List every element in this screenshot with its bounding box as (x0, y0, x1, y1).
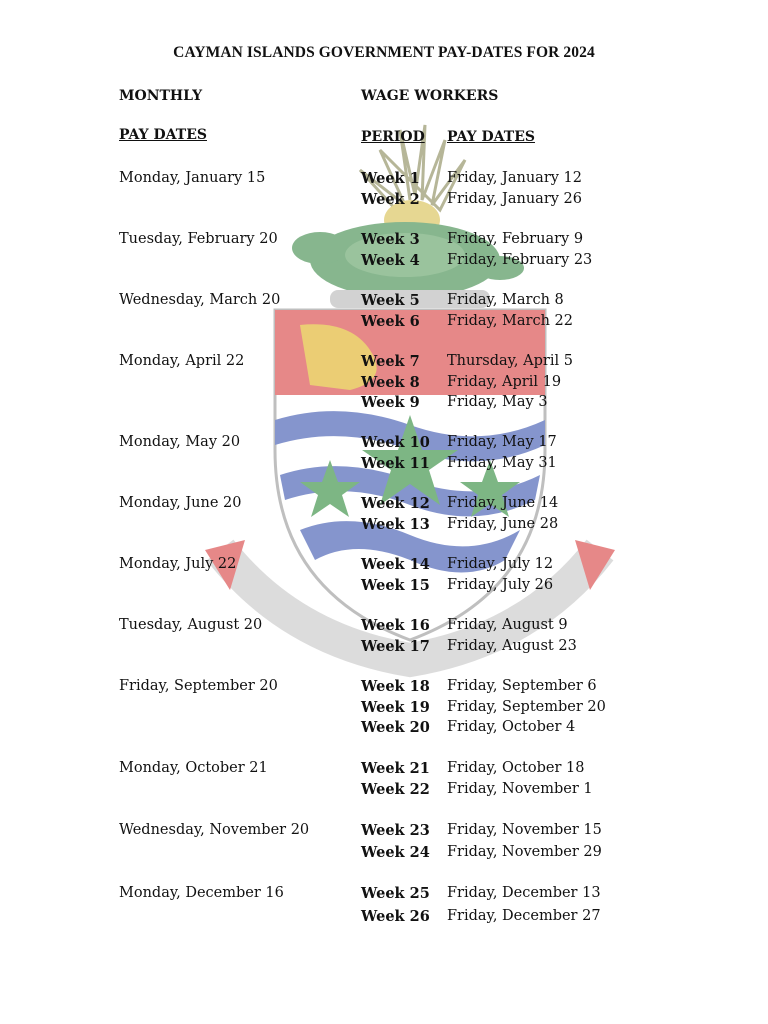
week-period: Week 9 (361, 394, 420, 411)
wage-pay-date: Friday, January 26 (447, 190, 583, 207)
wage-pay-date: Friday, October 18 (447, 760, 585, 776)
wage-pay-date: Friday, June 28 (447, 516, 559, 532)
monthly-pay-date: Monday, October 21 (119, 760, 268, 776)
week-period: Week 6 (361, 312, 420, 330)
wage-pay-date: Friday, March 22 (447, 312, 573, 329)
week-period: Week 25 (361, 885, 430, 902)
wage-pay-date: Friday, August 23 (447, 638, 577, 654)
wage-pay-date: Friday, November 1 (447, 781, 593, 797)
monthly-pay-dates-header: PAY DATES (119, 127, 207, 143)
week-period: Week 14 (361, 556, 430, 573)
wage-pay-dates-header: PAY DATES (447, 129, 535, 145)
monthly-pay-date: Monday, January 15 (119, 170, 266, 186)
week-period: Week 23 (361, 822, 430, 839)
wage-pay-date: Friday, November 29 (447, 844, 602, 860)
wage-pay-date: Friday, February 9 (447, 231, 584, 247)
monthly-pay-date: Monday, April 22 (119, 353, 245, 369)
wage-workers-header: WAGE WORKERS (361, 88, 499, 104)
week-period: Week 21 (361, 760, 430, 777)
wage-pay-date: Friday, October 4 (447, 719, 576, 735)
wage-pay-date: Friday, December 13 (447, 885, 601, 901)
wage-pay-date: Friday, July 12 (447, 556, 554, 572)
monthly-pay-date: Wednesday, November 20 (119, 822, 310, 838)
week-period: Week 26 (361, 907, 430, 925)
week-period: Week 12 (361, 495, 430, 512)
week-period: Week 15 (361, 577, 430, 594)
monthly-pay-date: Monday, June 20 (119, 495, 242, 511)
wage-pay-date: Friday, May 3 (447, 394, 548, 410)
wage-pay-date: Thursday, April 5 (447, 353, 573, 369)
week-period: Week 24 (361, 844, 430, 861)
week-period: Week 2 (361, 190, 420, 208)
wage-pay-date: Friday, November 15 (447, 822, 602, 838)
week-period: Week 1 (361, 170, 420, 187)
week-period: Week 3 (361, 231, 420, 248)
monthly-pay-date: Monday, July 22 (119, 556, 237, 572)
wage-pay-date: Friday, December 27 (447, 907, 601, 924)
week-period: Week 18 (361, 678, 430, 695)
monthly-pay-date: Tuesday, February 20 (119, 231, 278, 247)
wage-pay-date: Friday, April 19 (447, 373, 562, 390)
monthly-pay-date: Monday, May 20 (119, 434, 241, 450)
week-period: Week 20 (361, 719, 430, 736)
wage-pay-date: Friday, May 17 (447, 434, 557, 450)
page-title: CAYMAN ISLANDS GOVERNMENT PAY-DATES FOR 2024 (173, 44, 595, 61)
week-period: Week 16 (361, 617, 430, 634)
wage-pay-date: Friday, February 23 (447, 251, 593, 268)
wage-pay-date: Friday, August 9 (447, 617, 568, 633)
monthly-header: MONTHLY (119, 88, 203, 104)
wage-pay-date: Friday, June 14 (447, 495, 559, 511)
week-period: Week 19 (361, 698, 430, 716)
week-period: Week 11 (361, 455, 430, 472)
wage-pay-date: Friday, March 8 (447, 292, 564, 308)
wage-pay-date: Friday, July 26 (447, 577, 554, 593)
wage-pay-date: Friday, September 20 (447, 698, 606, 715)
wage-pay-date: Friday, January 12 (447, 170, 583, 186)
week-period: Week 8 (361, 373, 420, 391)
week-period: Week 22 (361, 781, 430, 798)
wage-pay-date: Friday, May 31 (447, 455, 557, 471)
week-period: Week 5 (361, 292, 420, 309)
week-period: Week 7 (361, 353, 420, 370)
week-period: Week 10 (361, 434, 430, 451)
week-period: Week 17 (361, 638, 430, 655)
monthly-pay-date: Friday, September 20 (119, 678, 278, 694)
monthly-pay-date: Tuesday, August 20 (119, 617, 263, 633)
week-period: Week 4 (361, 251, 420, 269)
week-period: Week 13 (361, 516, 430, 533)
wage-pay-date: Friday, September 6 (447, 678, 597, 694)
period-header: PERIOD (361, 129, 425, 145)
monthly-pay-date: Wednesday, March 20 (119, 292, 281, 308)
monthly-pay-date: Monday, December 16 (119, 885, 284, 901)
